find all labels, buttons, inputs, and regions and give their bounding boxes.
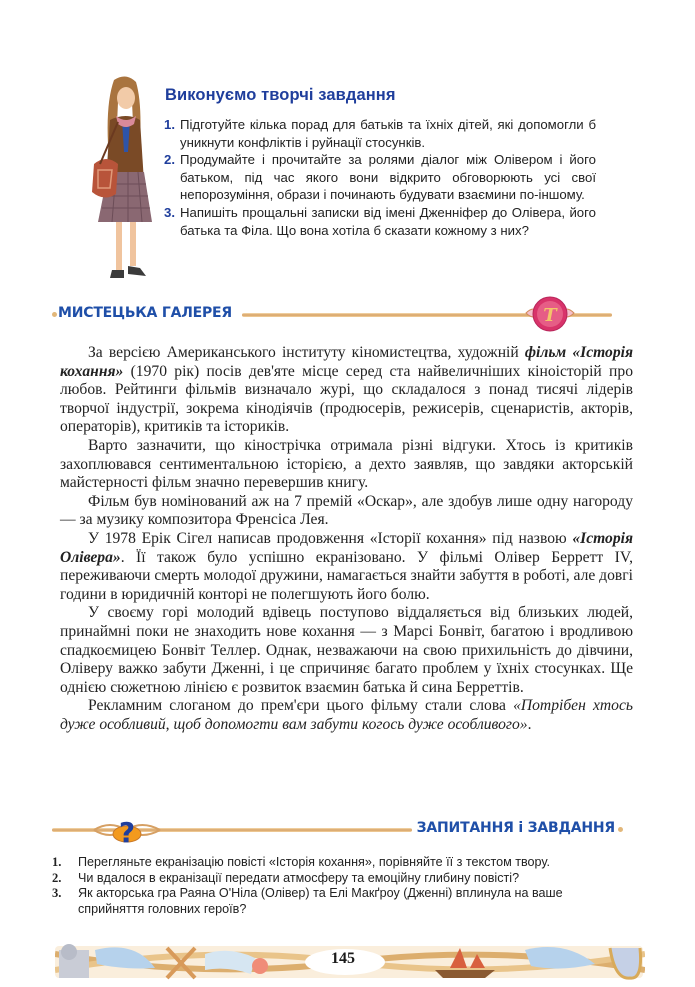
film-title-emphasis: фільм «Історія кохання» <box>60 344 633 380</box>
text-run: . <box>527 715 532 733</box>
task-text: Підготуйте кілька порад для батьків та їхніх дітей, які допомогли б уникнути конфліктів і руйнації стосунків. <box>180 117 596 150</box>
question-text: Як акторська гра Раяна О'Ніла (Олівер) та Елі Макґроу (Дженні) вплинула на ваше сприйняття головних героїв? <box>78 886 563 916</box>
task-number: 2. <box>164 152 175 168</box>
task-number: 3. <box>164 204 175 220</box>
text-run: За версією Американського інституту кіномистецтва, художній <box>88 344 525 361</box>
question-number: 1. <box>52 855 62 869</box>
creative-tasks-list <box>164 116 596 239</box>
text-run: . Її також було успішно екранізовано. У фільмі Олівер Берретт IV, переживаючи смерть молодої дружини, намагається знайти забуття в роботі, але довгі години в юридичній конторі не полегшують його болю. <box>60 548 633 603</box>
question-text: Перегляньте екранізацію повісті «Історія кохання», порівняйте її з текстом твору. <box>78 855 550 869</box>
bullet-dot-icon <box>618 827 623 832</box>
paragraph: У своєму горі молодий вдівець поступово віддаляється від близьких людей, принаймні поки не знаходить нове кохання — з Марсі Бонвіт, багатою і вродливою спадкоємицею Бонвіт Теллер. Однак, незважаючи на свою прихильність до дівчини, Оліверу важко забути Дженні, і це спричиняє багато проблем у їхніх стосунках. Ще однією сюжетною лінією є розвиток взаємин батька й сина Берреттів. <box>60 604 633 696</box>
gallery-section-header <box>52 303 622 327</box>
text-run: Рекламним слоганом до прем'єри цього фільму стали слова <box>88 697 514 715</box>
question-item <box>52 871 612 887</box>
page-number: 145 <box>331 950 355 967</box>
gallery-body-text <box>60 344 633 734</box>
question-mark-icon <box>92 812 162 851</box>
girl-illustration <box>76 72 172 287</box>
svg-text:T: T <box>543 305 557 326</box>
creative-tasks-title: Виконуємо творчі завдання <box>165 86 396 104</box>
question-text: Чи вдалося в екранізації передати атмосферу та емоційну глибину повісті? <box>78 870 520 885</box>
footer-ornament <box>55 940 645 980</box>
task-number: 1. <box>164 117 175 132</box>
svg-text:?: ? <box>118 816 136 846</box>
gallery-title: МИСТЕЦЬКА ГАЛЕРЕЯ <box>58 305 232 321</box>
text-run: (1970 рік) посів дев'яте місце серед ста найвеличніших кіноісторій про любов. Рейтинги фільмів визначало журі, що складалося з понад тисячі лідерів творчої індустрії, зокрема кінодіячів (продюсерів, режисерів, сценаристів, акторів, операторів), критиків та істориків. <box>60 362 633 436</box>
questions-section-header <box>52 812 627 846</box>
bullet-dot-icon <box>52 312 57 317</box>
questions-list <box>52 855 612 917</box>
paragraph: Варто зазначити, що кінострічка отримала різні відгуки. Хтось із критиків захоплювався сентиментальною історією, а дехто заявляв, що завдяки акторській майстерності фільм значно перевершив книгу. <box>60 436 633 492</box>
text-run: У 1978 Ерік Сігел написав продовження «Історії кохання» під назвою <box>88 529 573 547</box>
creative-task-item <box>164 204 596 239</box>
paragraph: Фільм був номінований аж на 7 премій «Оскар», але здобув лише одну нагороду — за музику композитора Френсіса Лея. <box>60 492 633 529</box>
paragraph <box>60 697 633 734</box>
question-number: 2. <box>52 870 62 885</box>
question-item <box>52 886 612 917</box>
theatre-emblem-icon <box>520 293 580 340</box>
slogan-quote: «Потрібен хтось дуже особливий, щоб допомогти вам забути когось дуже особливого» <box>60 697 633 733</box>
paragraph <box>60 530 633 604</box>
paragraph <box>60 344 633 437</box>
question-number: 3. <box>52 886 62 900</box>
creative-task-item <box>164 151 596 204</box>
task-text: Напишіть прощальні записки від імені Дженніфер до Олівера, його батька та Філа. Що вона хотіла б сказати кожному з них? <box>180 204 596 238</box>
questions-title: ЗАПИТАННЯ і ЗАВДАННЯ <box>416 820 615 836</box>
film-title-emphasis: «Історія Олівера» <box>60 529 633 566</box>
task-text: Продумайте і прочитайте за ролями діалог між Олівером і його батьком, під час якого вони відкрито обговорюють усі свої непорозуміння, образи і починають будувати взаємини по-іншому. <box>180 152 596 203</box>
question-item <box>52 855 612 871</box>
creative-task-item <box>164 116 596 151</box>
